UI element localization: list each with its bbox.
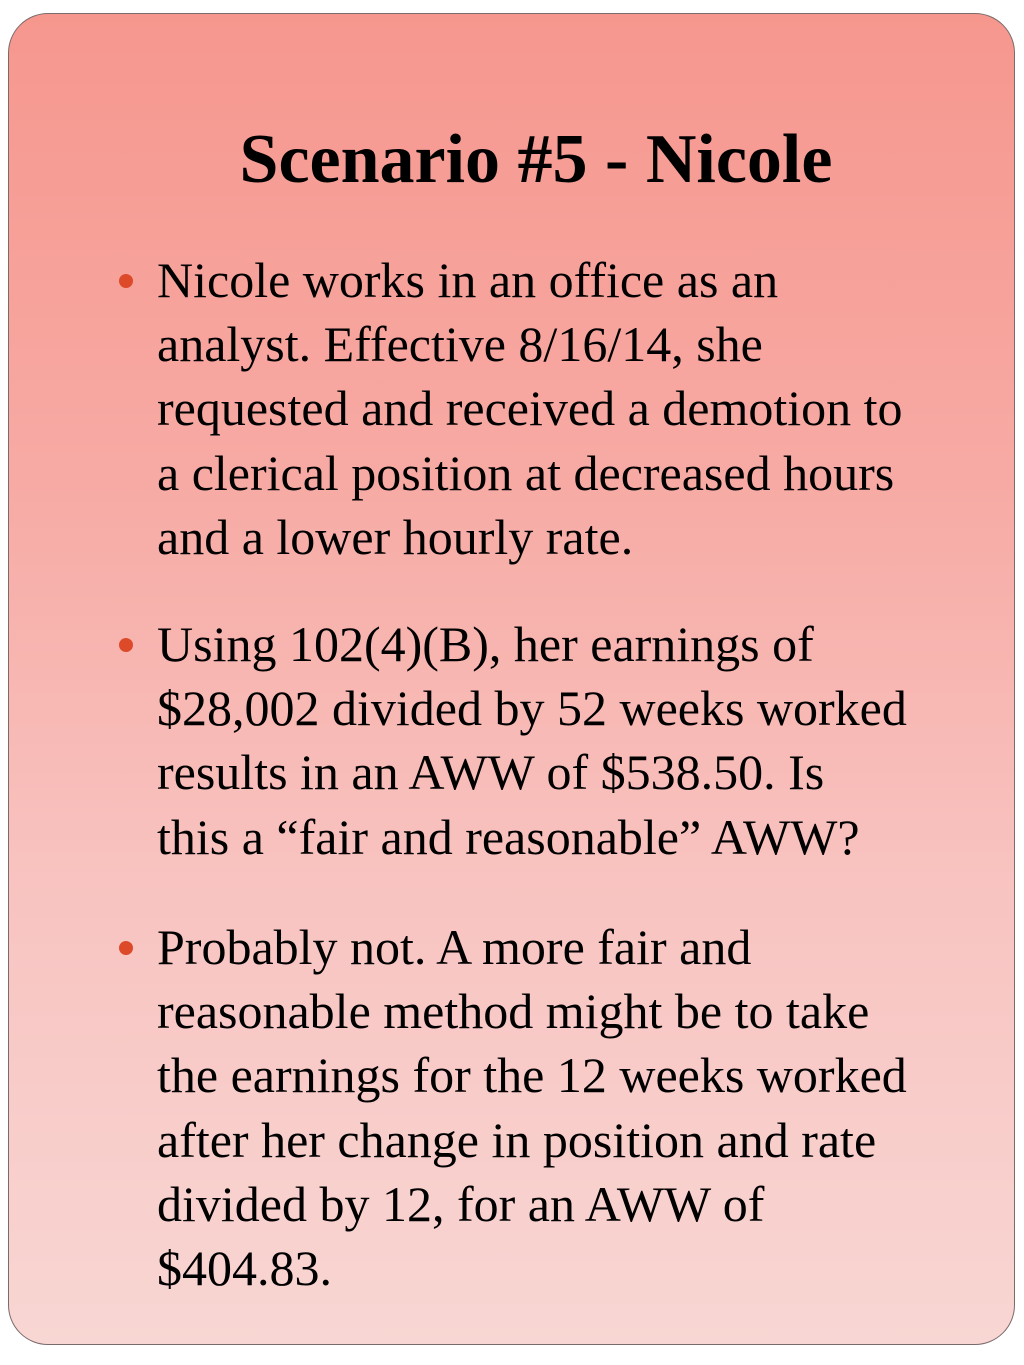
bullet-dot-icon bbox=[119, 941, 133, 955]
bullet-line: requested and received a demotion to bbox=[157, 380, 903, 437]
bullet-dot-icon bbox=[119, 274, 133, 288]
bullet-line: $28,002 divided by 52 weeks worked bbox=[157, 680, 907, 737]
bullet-line: after her change in position and rate bbox=[157, 1111, 877, 1168]
bullet-line: Nicole works in an office as an bbox=[157, 252, 779, 308]
bullet-line: a clerical position at decreased hours bbox=[157, 444, 895, 501]
bullet-line: $404.83. bbox=[157, 1240, 332, 1297]
bullet-line: this a “fair and reasonable” AWW? bbox=[157, 808, 860, 865]
bullet-line: divided by 12, for an AWW of bbox=[157, 1175, 765, 1232]
bullet-line: Probably not. A more fair and bbox=[157, 919, 752, 975]
bullet-dot-icon bbox=[119, 638, 133, 652]
bullet-line: and a lower hourly rate. bbox=[157, 508, 634, 565]
bullet-item-2 bbox=[157, 612, 977, 869]
bullet-line: reasonable method might be to take bbox=[157, 983, 870, 1040]
bullet-line: Using 102(4)(B), her earnings of bbox=[157, 616, 814, 672]
bullet-line: the earnings for the 12 weeks worked bbox=[157, 1047, 907, 1104]
bullet-line: analyst. Effective 8/16/14, she bbox=[157, 316, 763, 373]
bullet-item-3 bbox=[157, 915, 977, 1300]
bullet-line: results in an AWW of $538.50. Is bbox=[157, 744, 825, 801]
bullet-item-1 bbox=[157, 248, 977, 569]
slide-title: Scenario #5 - Nicole bbox=[239, 121, 833, 198]
